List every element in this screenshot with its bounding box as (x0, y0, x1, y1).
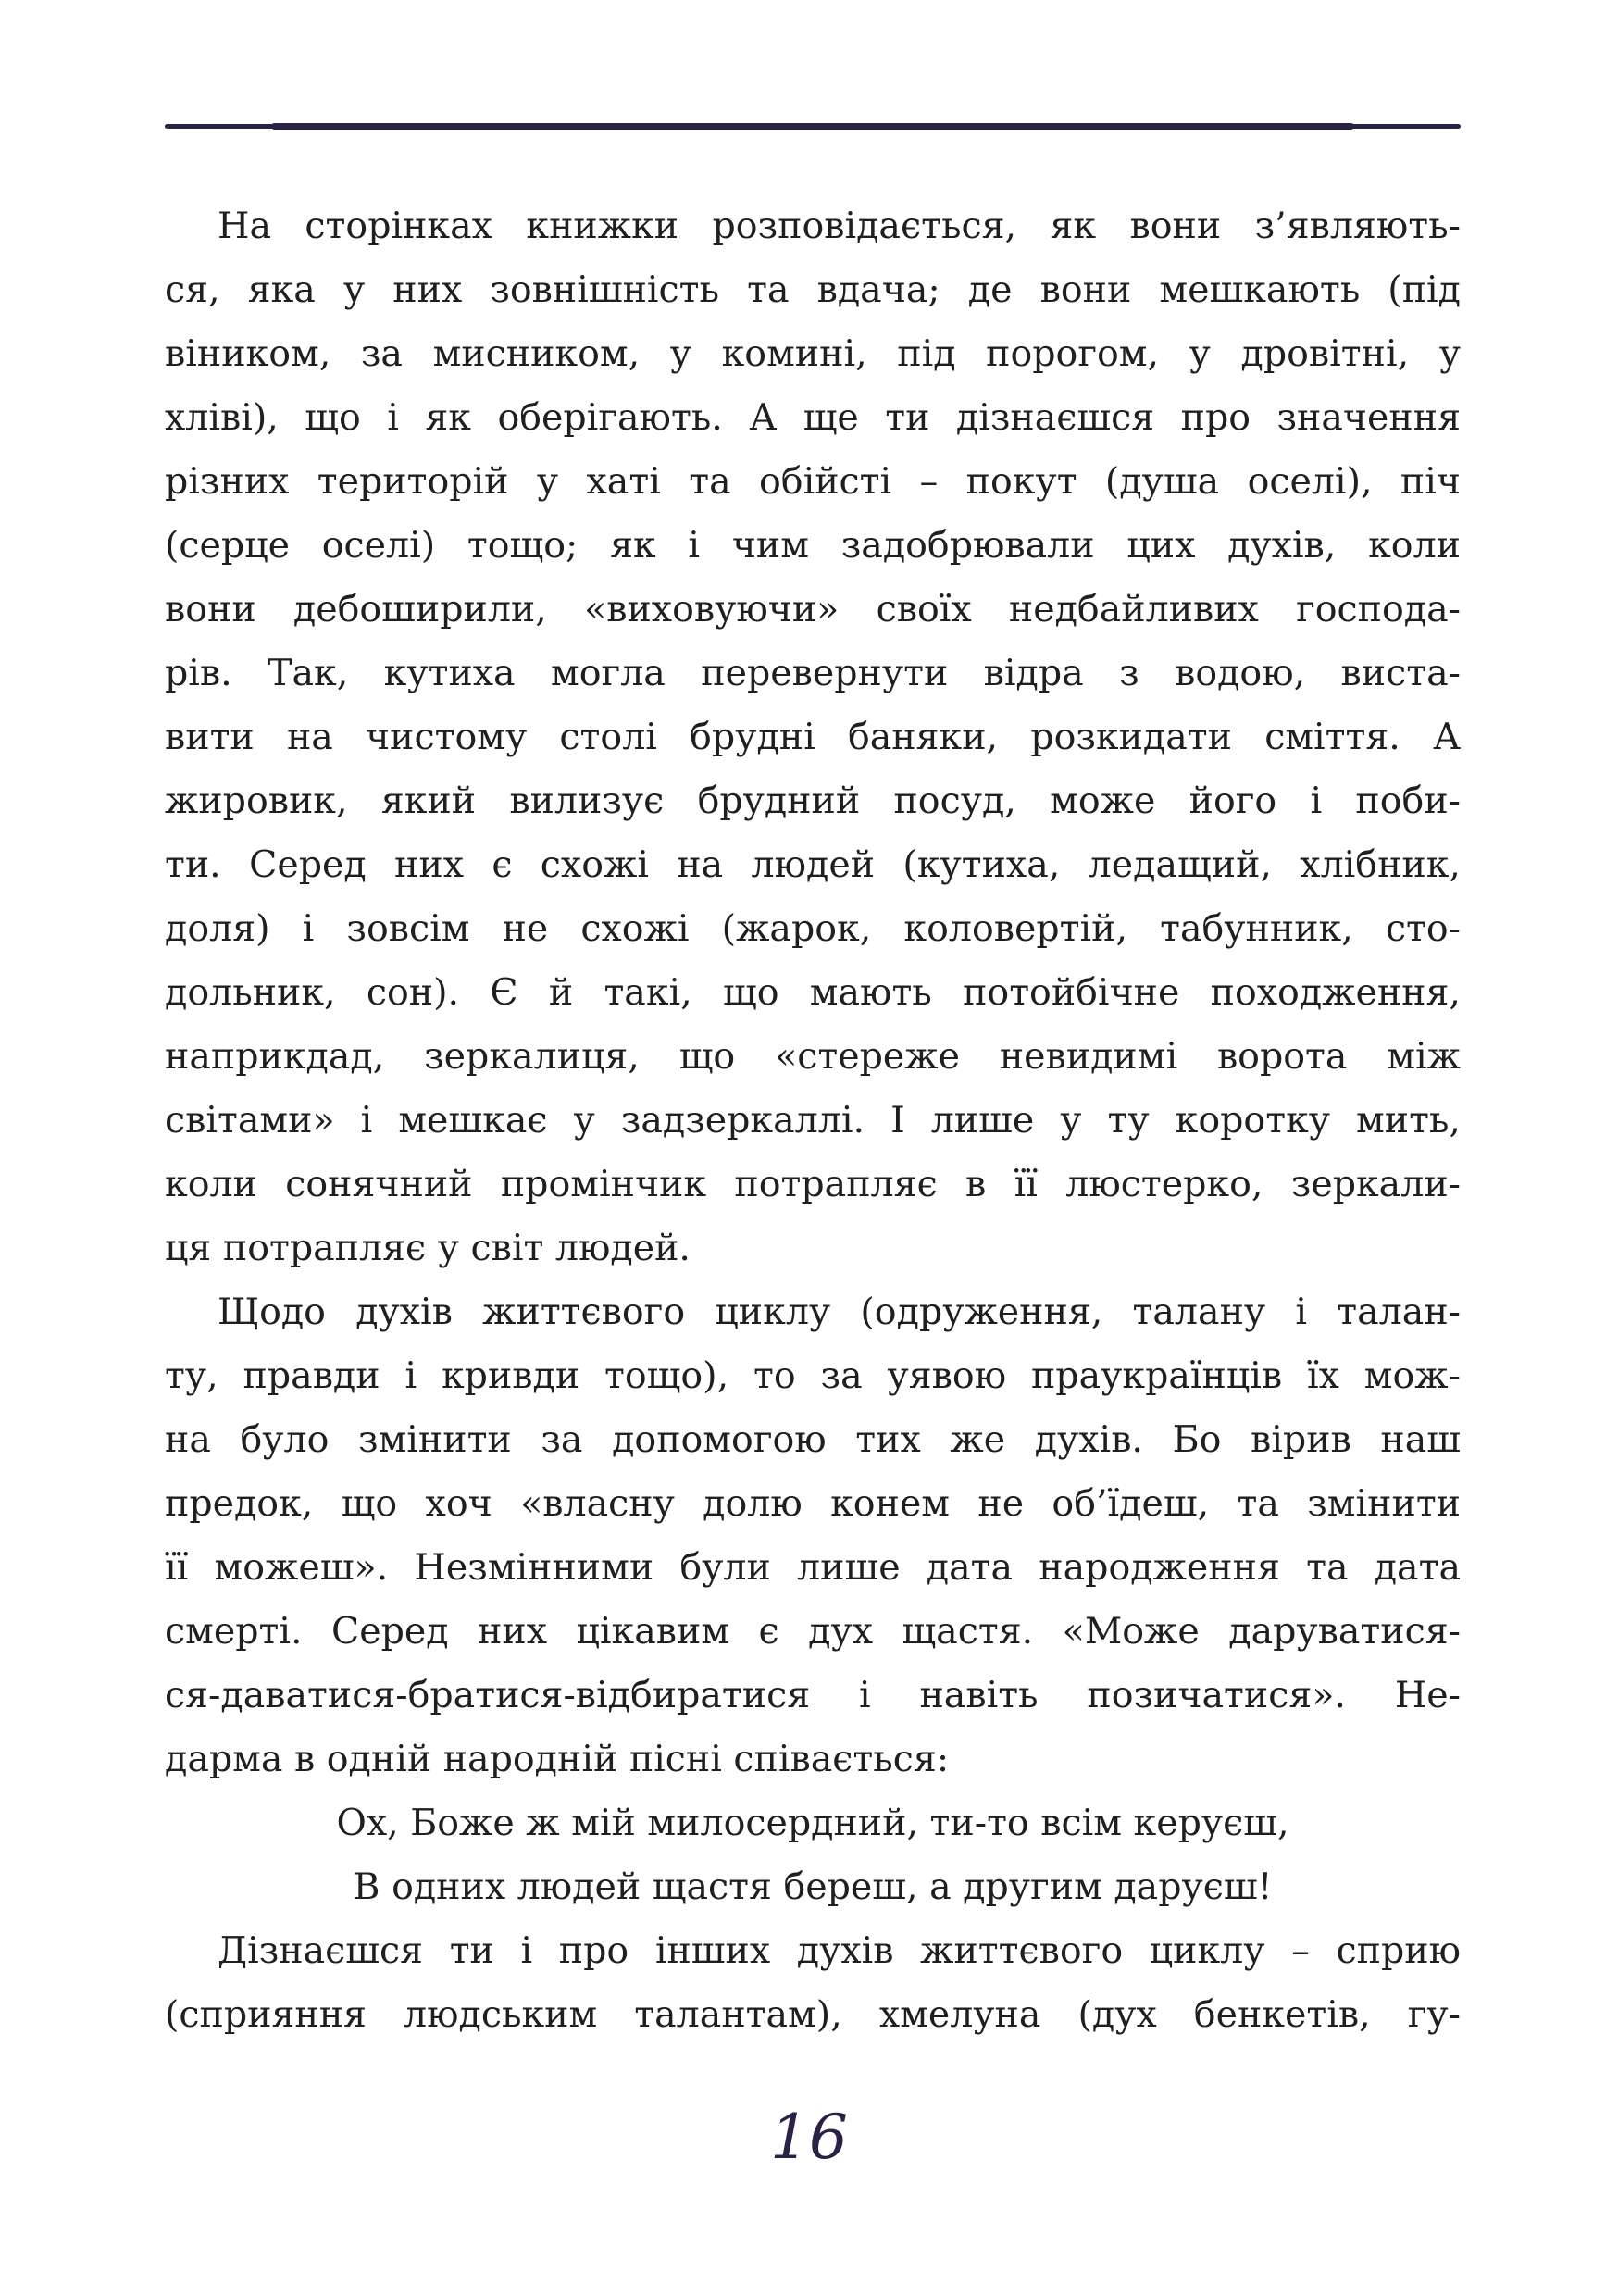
text-line: коли сонячний промінчик потрапляє в її люстерко, зеркали- (165, 1163, 1461, 1205)
text-line: на було змінити за допомогою тих же духів. Бо вірив наш (165, 1418, 1461, 1461)
text-line: віником, за мисником, у комині, під порогом, у дровітні, у (165, 332, 1461, 375)
text-line: ся-даватися-братися-відбиратися і навіть позичатися». Не- (165, 1674, 1461, 1716)
text-line: На сторінках книжки розповідається, як вони з’являють- (218, 205, 1461, 247)
text-line: дарма в одній народній пісні співається: (165, 1738, 950, 1780)
text-line: ся, яка у них зовнішність та вдача; де вони мешкають (під (165, 268, 1461, 311)
page-number: 16 (770, 2102, 848, 2173)
verse-line: В одних людей щастя береш, а другим даруєш! (353, 1866, 1273, 1908)
text-line: смерті. Серед них цікавим є дух щастя. «Може даруватися- (165, 1610, 1461, 1653)
text-line: ту, правди і кривди тощо), то за уявою праукраїнців їх мож- (165, 1354, 1461, 1397)
text-line: наприкдад, зеркалиця, що «стереже невидимі ворота між (165, 1035, 1461, 1078)
top-rule (165, 124, 1461, 129)
text-line: предок, що хоч «власну долю конем не об’їдеш, та змінити (165, 1482, 1461, 1525)
verse-line: Ох, Боже ж мій милосердний, ти-то всім керуєш, (336, 1802, 1289, 1844)
body-text (165, 194, 1461, 2047)
text-line: доля) і зовсім не схожі (жарок, коловертій, табунник, сто- (165, 907, 1461, 950)
text-line: ця потрапляє у світ людей. (165, 1227, 691, 1269)
text-line: вити на чистому столі брудні баняки, розкидати сміття. А (165, 716, 1461, 758)
text-line: (сприяння людським талантам), хмелуна (дух бенкетів, гу- (165, 1993, 1461, 2036)
text-line: вони дебоширили, «виховуючи» своїх недбайливих господа- (165, 588, 1461, 630)
text-line: жировик, який вилизує брудний посуд, може його і поби- (165, 780, 1461, 822)
text-line: дольник, сон). Є й такі, що мають потойбічне походження, (165, 971, 1461, 1014)
text-line: Щодо духів життєвого циклу (одруження, талану і талан- (218, 1291, 1461, 1333)
text-line: Дізнаєшся ти і про інших духів життєвого циклу – сприю (218, 1929, 1461, 1972)
text-line: її можеш». Незмінними були лише дата народження та дата (165, 1546, 1461, 1589)
text-line: світами» і мешкає у задзеркаллі. І лише у ту коротку мить, (165, 1099, 1461, 1142)
text-line: хліві), що і як оберігають. А ще ти дізнаєшся про значення (165, 396, 1461, 439)
text-line: різних територій у хаті та обійсті – покут (душа оселі), піч (165, 460, 1461, 503)
text-line: (серце оселі) тощо; як і чим задобрювали цих духів, коли (165, 524, 1461, 567)
text-line: ти. Серед них є схожі на людей (кутиха, ледащий, хлібник, (165, 843, 1461, 886)
text-line: рів. Так, кутиха могла перевернути відра з водою, вистa- (165, 652, 1461, 694)
